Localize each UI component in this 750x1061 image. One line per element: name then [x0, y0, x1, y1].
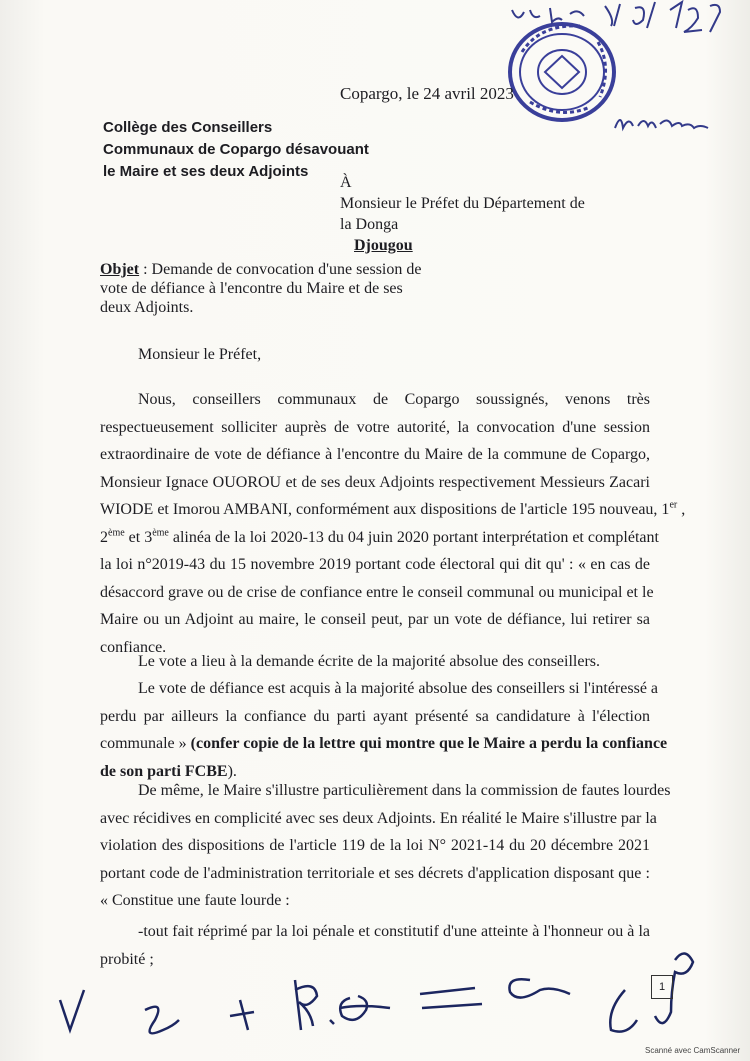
- body-text: communale »: [100, 735, 191, 752]
- body-line: Nous, conseillers communaux de Copargo soussignés, venons très: [138, 391, 650, 408]
- body-line: confiance.: [100, 638, 167, 656]
- recipient-line: la Donga: [340, 216, 399, 233]
- recipient-block: [340, 172, 585, 256]
- scanner-watermark: Scanné avec CamScanner: [645, 1046, 741, 1055]
- superscript: er: [669, 499, 678, 511]
- body-line: perdu par ailleurs la confiance du parti ayant présenté sa candidature à l'élection: [100, 707, 650, 725]
- handwritten-visa-annotation: [510, 0, 740, 150]
- body-line: extraordinaire de vote de défiance à l'encontre du Maire de la commune de Copargo,: [100, 446, 650, 463]
- body-line: respectueusement solliciter auprès de votre autorité, la convocation d'une session: [100, 418, 650, 436]
- councillor-signatures: [40, 950, 700, 1050]
- recipient-a: À: [340, 174, 352, 191]
- body-line: portant code de l'administration territoriale et ses décrets d'application disposant que :: [100, 864, 650, 882]
- body-line: Le vote a lieu à la demande écrite de la majorité absolue des conseillers.: [138, 653, 601, 670]
- paragraph-faults: [100, 777, 671, 915]
- recipient-line: Monsieur le Préfet du Département de: [340, 195, 585, 212]
- body-text: WIODE et Imorou AMBANI, conformément aux dispositions de l'article 195 nouveau, 1: [100, 501, 670, 518]
- sender-block: [103, 117, 369, 183]
- body-text: alinéa de la loi 2020-13 du 04 juin 2020 portant interprétation et complétant: [168, 528, 659, 546]
- body-text: et 3: [124, 528, 153, 546]
- body-line: « Constitue une faute lourde :: [100, 892, 290, 909]
- sender-line: le Maire et ses deux Adjoints: [103, 163, 309, 180]
- paragraph-defiance: [100, 675, 668, 785]
- body-line: De même, le Maire s'illustre particulièrement dans la commission de fautes lourdes: [138, 782, 671, 799]
- body-line: Le vote de défiance est acquis à la majorité absolue des conseillers si l'intéressé a: [138, 680, 659, 697]
- paragraph-request: [100, 386, 686, 661]
- body-line: Maire ou un Adjoint au maire, le conseil peut, par un vote de défiance, lui retirer sa: [100, 611, 650, 628]
- superscript: ème: [108, 527, 125, 539]
- body-line: violation des dispositions de l'article 119 de la loi N° 2021-14 du 20 décembre 2021: [100, 837, 650, 854]
- object-text: : Demande de convocation d'une session de vote de défiance à l'encontre du Maire et de ses deux Adjoints.: [100, 261, 422, 316]
- body-bold-text: (confer copie de la lettre qui montre que le Maire a perdu la confiance: [190, 735, 668, 752]
- body-line: [100, 730, 668, 758]
- body-line: probité ;: [100, 950, 154, 968]
- sender-line: Collège des Conseillers: [103, 119, 273, 136]
- body-bold-text: de son parti FCBE: [100, 762, 228, 780]
- body-line: désaccord grave ou de crise de confiance entre le conseil communal ou municipal et le: [100, 583, 654, 601]
- object-line: [100, 260, 430, 317]
- body-text: ,: [677, 501, 686, 518]
- object-label: Objet: [100, 261, 140, 278]
- body-line: [100, 496, 686, 524]
- sender-line: Communaux de Copargo désavouant: [103, 141, 369, 158]
- body-line: avec récidives en complicité avec ses deux Adjoints. En réalité le Maire s'illustre par la: [100, 809, 657, 827]
- paragraph-vote: [100, 648, 650, 676]
- body-text: 2: [100, 528, 108, 546]
- body-line: la loi n°2019-43 du 15 novembre 2019 portant code électoral qui dit qu' : « en cas de: [100, 556, 650, 573]
- body-line: [100, 524, 659, 552]
- recipient-city: Djougou: [354, 237, 413, 254]
- body-line: Monsieur Ignace OUOROU et de ses deux Adjoints respectivement Messieurs Zacari: [100, 473, 650, 491]
- salutation: Monsieur le Préfet,: [138, 346, 262, 363]
- page-number: 1: [651, 975, 673, 999]
- superscript: ème: [152, 527, 169, 539]
- letter-date: Copargo, le 24 avril 2023: [340, 84, 514, 103]
- body-text: ).: [227, 762, 237, 780]
- body-line: -tout fait réprimé par la loi pénale et constitutif d'une atteinte à l'honneur ou à la: [138, 923, 650, 940]
